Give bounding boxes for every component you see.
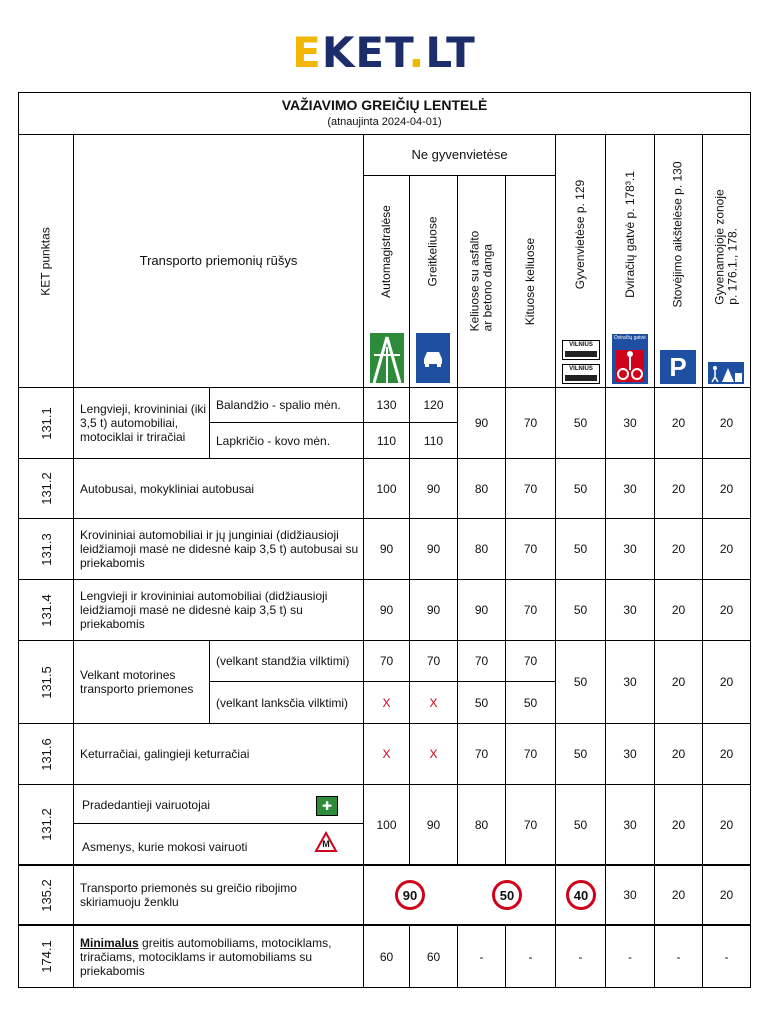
row-9-settlement: - (578, 949, 583, 964)
header-parking: Stovėjimo aikštelėse p. 130 (671, 160, 685, 308)
row-7-desc-b: Asmenys, kurie mokosi vairuoti (82, 840, 248, 854)
row-5-settlement: 50 (573, 675, 588, 689)
row-6-expressway: X (429, 747, 438, 761)
row-8-residential: 20 (719, 888, 734, 902)
row-2-bike: 30 (623, 481, 637, 496)
settlement-sign-icon: VILNIUS VILNIUS (562, 340, 600, 384)
row-1-motorway-1: 130 (376, 398, 397, 412)
row-5-other-2: 50 (523, 695, 538, 710)
row-5-desc: Velkant motorines transporto priemones (80, 668, 194, 696)
row-4-residential: 20 (719, 603, 734, 617)
row-9-other: - (528, 949, 533, 964)
row-7-asphalt: 80 (474, 817, 489, 832)
header-motorway: Automagistralėse (379, 204, 393, 298)
row-4-asphalt: 90 (474, 603, 489, 617)
row-9-motorway: 60 (379, 949, 394, 964)
row-6-other: 70 (523, 747, 538, 761)
row-1-residential: 20 (719, 416, 734, 430)
header-transport: Transporto priemonių rūšys (139, 253, 298, 268)
row-4-ket: 131.4 (38, 593, 54, 627)
row-3-ket: 131.3 (38, 532, 54, 566)
row-9-asphalt: - (479, 949, 484, 964)
row-1-desc: Lengvieji, krovininiai (iki 3,5 t) automobiliai, motociklai ir triračiai (80, 402, 207, 444)
row-5-residential: 20 (719, 675, 734, 689)
row-5-motorway-2: X (382, 695, 391, 710)
row-1-expressway-2: 110 (423, 433, 444, 448)
row-6-residential: 20 (719, 747, 734, 761)
speed-limit-40-icon: 40 (566, 880, 596, 910)
table-subtitle: (atnaujinta 2024-04-01) (327, 116, 442, 128)
row-3-settlement: 50 (573, 542, 588, 556)
parking-sign-icon: P (660, 350, 696, 384)
row-4-settlement: 50 (573, 603, 588, 617)
row-4-desc: Lengvieji ir krovininiai automobiliai (didžiausioji leidžiamoji masė ne didesnė kaip 3,5 t) su priekabomis (80, 589, 328, 631)
row-2-settlement: 50 (573, 481, 588, 496)
row-5-expressway-2: X (429, 695, 438, 710)
row-5-other-1: 70 (523, 654, 538, 668)
row-3-residential: 20 (719, 542, 734, 556)
row-5-expressway-1: 70 (426, 654, 441, 668)
row-7-settlement: 50 (573, 817, 588, 832)
row-1-asphalt: 90 (474, 416, 489, 430)
row-2-residential: 20 (719, 481, 734, 496)
beginner-driver-icon: ✚ (316, 796, 338, 816)
header-ket: KET punktas (38, 226, 53, 296)
row-1-sub-2-label: Lapkričio - kovo mėn. (216, 433, 331, 448)
speed-limit-90-icon: 90 (395, 880, 425, 910)
row-8-parking: 20 (671, 888, 686, 902)
row-3-other: 70 (523, 542, 538, 556)
row-2-desc: Autobusai, mokykliniai autobusai (80, 481, 255, 496)
row-9-parking: - (676, 949, 681, 964)
row-6-settlement: 50 (573, 747, 588, 761)
row-9-desc: Minimalus greitis automobiliams, motociklams, triračiams, motociklams ir automobiliams su priekabomis (80, 935, 332, 978)
row-2-parking: 20 (671, 481, 686, 496)
row-1-motorway-2: 110 (376, 433, 397, 448)
row-1-expressway-1: 120 (423, 398, 444, 412)
row-4-motorway: 90 (379, 603, 394, 617)
row-5-ket: 131.5 (38, 665, 54, 699)
row-1-bike: 30 (623, 416, 637, 430)
row-3-motorway: 90 (379, 542, 394, 556)
row-5-bike: 30 (623, 675, 637, 689)
eket-logo: EKET.LT (292, 28, 476, 77)
row-5-sub-2-label: (velkant lanksčia vilktimi) (216, 695, 349, 710)
row-2-motorway: 100 (376, 481, 397, 496)
row-5-motorway-1: 70 (379, 654, 394, 668)
header-asphalt: Keliuose su asfalto ar betono danga (467, 230, 495, 332)
row-4-other: 70 (523, 603, 538, 617)
row-5-asphalt-1: 70 (474, 654, 489, 668)
header-settlement: Gyvenvietėse p. 129 (573, 179, 587, 289)
row-3-expressway: 90 (426, 542, 441, 556)
row-3-desc: Krovininiai automobiliai ir jų junginiai (didžiausioji leidžiamoji masė ne didesnė kaip 3,5 t) autobusai su priekabomis (80, 528, 359, 570)
row-6-motorway: X (382, 747, 391, 761)
row-2-ket: 131.2 (38, 472, 54, 505)
row-8-ket: 135.2 (38, 878, 54, 912)
row-9-bike: - (628, 949, 632, 964)
row-6-asphalt: 70 (474, 747, 489, 761)
row-6-desc: Keturračiai, galingieji keturračiai (80, 747, 250, 761)
header-bike-street: Dviračių gatvė p. 178³.1 (622, 170, 637, 298)
row-3-asphalt: 80 (474, 542, 489, 556)
row-8-outside-merge (364, 866, 555, 924)
row-7-parking: 20 (671, 817, 686, 832)
row-7-ket: 131.2 (38, 808, 54, 841)
row-6-ket: 131.6 (38, 737, 54, 771)
row-1-settlement: 50 (573, 416, 588, 430)
expressway-sign-icon (416, 333, 450, 383)
learner-driver-icon: M (314, 831, 338, 853)
row-2-other: 70 (523, 481, 538, 496)
row-2-expressway: 90 (426, 481, 441, 496)
motorway-sign-icon (370, 333, 404, 383)
row-7-expressway: 90 (426, 817, 441, 832)
row-7-other: 70 (523, 817, 538, 832)
header-outside: Ne gyvenvietėse (411, 147, 508, 162)
row-6-parking: 20 (671, 747, 686, 761)
table-title: VAŽIAVIMO GREIČIŲ LENTELĖ (281, 97, 488, 113)
row-7-bike: 30 (623, 817, 637, 832)
residential-zone-sign-icon (708, 362, 744, 384)
row-5-asphalt-2: 50 (474, 695, 489, 710)
bike-street-sign-icon: Dviračių gatvė (612, 334, 648, 384)
row-4-bike: 30 (623, 603, 637, 617)
row-3-parking: 20 (671, 542, 686, 556)
row-9-residential: - (724, 949, 729, 964)
row-1-other: 70 (523, 416, 538, 430)
row-4-parking: 20 (671, 603, 686, 617)
row-1-ket: 131.1 (38, 406, 54, 440)
header-other: Kituose keliuose (523, 237, 538, 325)
row-7-motorway: 100 (376, 817, 397, 832)
speed-limit-50-icon: 50 (492, 880, 522, 910)
row-1-parking: 20 (671, 416, 686, 430)
row-9-expressway: 60 (426, 949, 441, 964)
row-7-desc-a: Pradedantieji vairuotojai (82, 798, 211, 812)
row-7-residential: 20 (719, 817, 734, 832)
header-residential: Gyvenamojoje zonoje p. 176.1., 178. (712, 189, 740, 305)
row-3-bike: 30 (623, 542, 637, 556)
header-expressway: Greitkeliuose (426, 215, 440, 287)
row-5-sub-1-label: (velkant standžia vilktimi) (216, 654, 350, 668)
row-5-parking: 20 (671, 675, 686, 689)
row-2-asphalt: 80 (474, 481, 489, 496)
row-6-bike: 30 (623, 747, 637, 761)
row-1-sub-1-label: Balandžio - spalio mėn. (216, 398, 341, 412)
row-8-desc: Transporto priemonės su greičio ribojimo skiriamuoju ženklu (80, 881, 297, 909)
row-9-ket: 174.1 (38, 940, 54, 973)
row-4-expressway: 90 (426, 603, 441, 617)
row-8-bike: 30 (623, 888, 637, 902)
